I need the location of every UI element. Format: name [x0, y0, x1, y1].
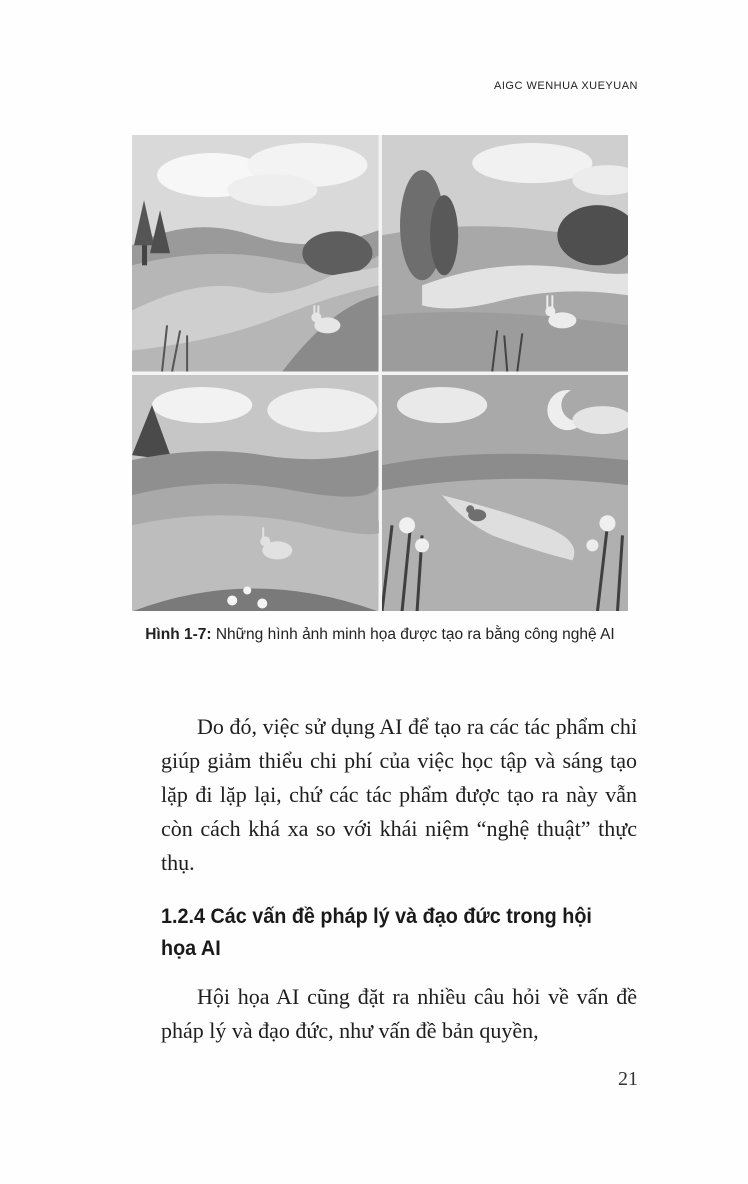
landscape-lake-rabbit-icon [382, 135, 629, 372]
illustration-panel-2 [382, 135, 629, 372]
illustration-panel-4 [382, 375, 629, 612]
figure-caption-label: Hình 1-7: [145, 626, 212, 643]
illustration-panel-3 [132, 375, 379, 612]
body-paragraph: Do đó, việc sử dụng AI để tạo ra các tác phẩm chỉ giúp giảm thiểu chi phí của việc học tập và sáng tạo lặp đi lặp lại, chứ các tác phẩm được tạo ra này vẫn còn cách khá xa so với khái niệm “nghệ thuật” thực thụ. [161, 714, 637, 875]
landscape-hills-rabbit-icon [132, 375, 379, 612]
running-head: AIGC WENHUA XUEYUAN [494, 80, 638, 92]
figure-caption-text: Những hình ảnh minh họa được tạo ra bằng công nghệ AI [211, 626, 615, 643]
page-number: 21 [618, 1068, 638, 1090]
landscape-river-rabbit-icon [132, 135, 379, 372]
body-paragraph: Hội họa AI cũng đặt ra nhiều câu hỏi về vấn đề pháp lý và đạo đức, như vấn đề bản quyền, [161, 984, 637, 1043]
figure-caption [132, 622, 628, 647]
illustration-panel-1 [132, 135, 379, 372]
section-heading: 1.2.4 Các vấn đề pháp lý và đạo đức trong hội họa AI [161, 904, 592, 960]
figure-image-grid [132, 135, 628, 611]
landscape-moon-rabbit-icon [382, 375, 629, 612]
